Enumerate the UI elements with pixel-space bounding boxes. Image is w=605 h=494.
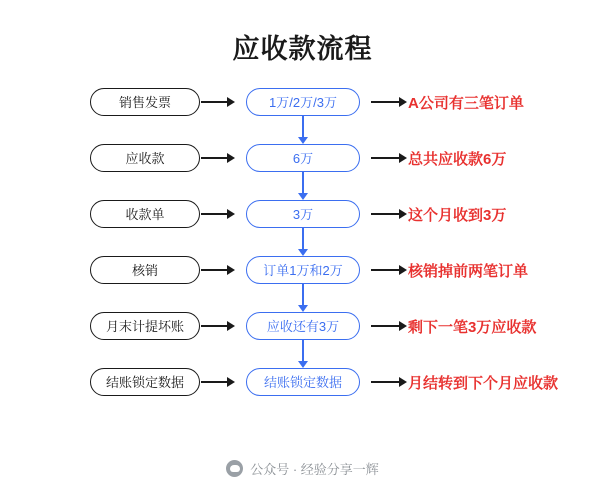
stage-box-receivable[interactable]: 应收款 bbox=[90, 144, 200, 172]
arrow-right-icon bbox=[201, 321, 235, 331]
connector-arrow-icon bbox=[298, 361, 308, 368]
flow-row-note-cell bbox=[408, 372, 605, 393]
stage-box-sales-invoice[interactable]: 销售发票 bbox=[90, 88, 200, 116]
flow-row-mid-cell bbox=[236, 256, 370, 284]
arrow-cell bbox=[200, 153, 236, 163]
connector-5-6 bbox=[302, 340, 314, 368]
flow-row bbox=[0, 88, 605, 116]
arrow-cell bbox=[370, 153, 408, 163]
flow-row-left-cell bbox=[0, 368, 200, 396]
flow-row-note-cell bbox=[408, 148, 605, 169]
connector-3-4 bbox=[302, 228, 314, 256]
flow-row-left-cell bbox=[0, 88, 200, 116]
connector-line bbox=[302, 228, 304, 250]
arrow-right-icon bbox=[201, 97, 235, 107]
stage-box-bad-debt[interactable]: 月末计提坏账 bbox=[90, 312, 200, 340]
flow-row-left-cell bbox=[0, 144, 200, 172]
value-box-receipt[interactable]: 3万 bbox=[246, 200, 360, 228]
flow-row bbox=[0, 256, 605, 284]
flow-row-note-cell bbox=[408, 92, 605, 113]
arrow-right-icon bbox=[371, 153, 407, 163]
stage-box-writeoff[interactable]: 核销 bbox=[90, 256, 200, 284]
arrow-cell bbox=[200, 209, 236, 219]
connector-4-5 bbox=[302, 284, 314, 312]
flow-row-left-cell bbox=[0, 256, 200, 284]
flow-row-mid-cell bbox=[236, 368, 370, 396]
arrow-right-icon bbox=[371, 265, 407, 275]
arrow-cell bbox=[200, 377, 236, 387]
connector-line bbox=[302, 116, 304, 138]
stage-box-receipt[interactable]: 收款单 bbox=[90, 200, 200, 228]
value-box-close-lock[interactable]: 结账锁定数据 bbox=[246, 368, 360, 396]
flow-row bbox=[0, 368, 605, 396]
stage-box-close-lock[interactable]: 结账锁定数据 bbox=[90, 368, 200, 396]
footer-text: 公众号 · 经验分享一辉 bbox=[250, 462, 379, 477]
arrow-cell bbox=[370, 209, 408, 219]
note-sales-invoice: A公司有三笔订单 bbox=[408, 94, 524, 112]
flow-row-mid-cell bbox=[236, 144, 370, 172]
connector-arrow-icon bbox=[298, 305, 308, 312]
arrow-cell bbox=[370, 321, 408, 331]
note-bad-debt: 剩下一笔3万应收款 bbox=[408, 318, 537, 336]
value-box-bad-debt[interactable]: 应收还有3万 bbox=[246, 312, 360, 340]
arrow-right-icon bbox=[371, 321, 407, 331]
note-receipt: 这个月收到3万 bbox=[408, 206, 507, 224]
flow-row-left-cell bbox=[0, 312, 200, 340]
arrow-right-icon bbox=[201, 153, 235, 163]
arrow-right-icon bbox=[201, 265, 235, 275]
arrow-cell bbox=[370, 265, 408, 275]
arrow-right-icon bbox=[371, 97, 407, 107]
note-receivable: 总共应收款6万 bbox=[408, 150, 507, 168]
flow-row bbox=[0, 144, 605, 172]
connector-1-2 bbox=[302, 116, 314, 144]
connector-arrow-icon bbox=[298, 249, 308, 256]
flow-row-note-cell bbox=[408, 204, 605, 225]
arrow-right-icon bbox=[371, 209, 407, 219]
connector-arrow-icon bbox=[298, 137, 308, 144]
flow-row-mid-cell bbox=[236, 88, 370, 116]
arrow-cell bbox=[370, 97, 408, 107]
connector-line bbox=[302, 284, 304, 306]
connector-arrow-icon bbox=[298, 193, 308, 200]
page-title: 应收款流程 bbox=[232, 34, 373, 64]
arrow-right-icon bbox=[371, 377, 407, 387]
connector-line bbox=[302, 172, 304, 194]
connector-line bbox=[302, 340, 304, 362]
flow-row-note-cell bbox=[408, 316, 605, 337]
note-writeoff: 核销掉前两笔订单 bbox=[408, 262, 529, 280]
arrow-right-icon bbox=[201, 377, 235, 387]
wechat-icon bbox=[226, 460, 243, 477]
arrow-cell bbox=[200, 321, 236, 331]
value-box-receivable[interactable]: 6万 bbox=[246, 144, 360, 172]
value-box-sales-invoice[interactable]: 1万/2万/3万 bbox=[246, 88, 360, 116]
flow-row-left-cell bbox=[0, 200, 200, 228]
arrow-right-icon bbox=[201, 209, 235, 219]
flow-row bbox=[0, 312, 605, 340]
arrow-cell bbox=[200, 265, 236, 275]
flow-row-note-cell bbox=[408, 260, 605, 281]
flow-row-mid-cell bbox=[236, 200, 370, 228]
arrow-cell bbox=[370, 377, 408, 387]
arrow-cell bbox=[200, 97, 236, 107]
connector-2-3 bbox=[302, 172, 314, 200]
value-box-writeoff[interactable]: 订单1万和2万 bbox=[246, 256, 360, 284]
note-close-lock: 月结转到下个月应收款 bbox=[408, 374, 559, 392]
footer bbox=[0, 459, 605, 478]
flowchart bbox=[0, 88, 605, 396]
flow-row-mid-cell bbox=[236, 312, 370, 340]
flow-row bbox=[0, 200, 605, 228]
